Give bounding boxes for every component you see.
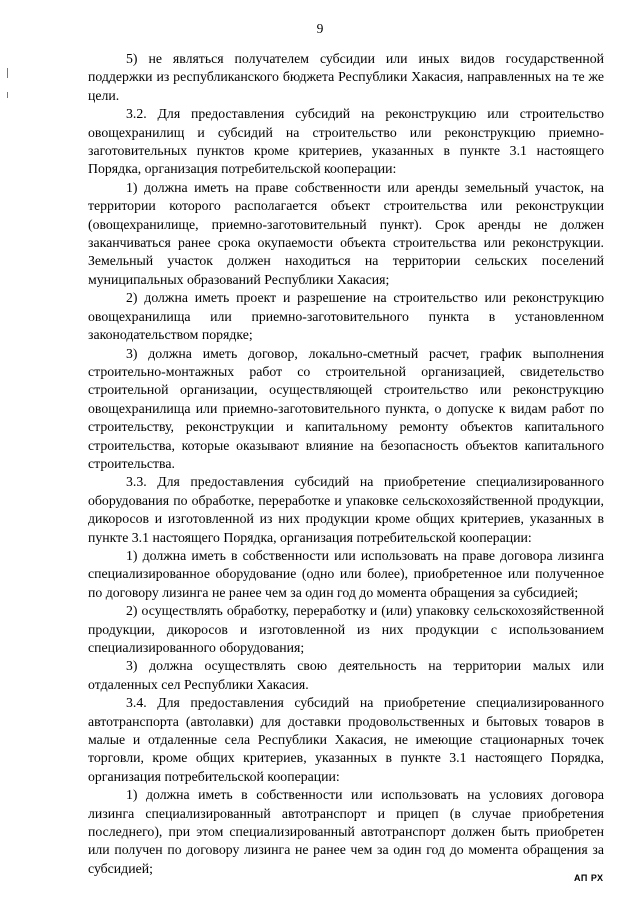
paragraph: 3) должна иметь договор, локально-сметный расчет, график выполнения строительно-монтажных работ со строительной организацией, свидетельство строительной организации, осуществляющей строительство или реконструкцию овощехранилища или приемно-заготовительного пункта, о допуске к видам работ по строительству, реконструкции и капитальному ремонту объектов капитального строительства, которые оказывают влияние на безопасность объектов капитального строительства. <box>88 345 604 471</box>
paragraph: 1) должна иметь в собственности или использовать на условиях договора лизинга специализированный автотранспорт и прицеп (в случае приобретения последнего), при этом специализированный автотранспорт должен быть приобретен или получен по договору лизинга не ранее чем за один год до момента обращения за субсидией; <box>88 787 604 876</box>
scan-margin-mark <box>7 92 8 98</box>
paragraph: 2) осуществлять обработку, переработку и (или) упаковку сельскохозяйственной продукции, дикоросов и изготовленной из них продукции с использованием специализированного оборудования; <box>88 603 604 655</box>
scan-margin-mark <box>7 68 8 78</box>
page-number: 9 <box>316 21 324 36</box>
paragraph: 5) не являться получателем субсидии или иных видов государственной поддержки из республиканского бюджета Республики Хакасия, направленных на те же цели. <box>88 51 604 103</box>
paragraph: 1) должна иметь на праве собственности или аренды земельный участок, на территории которого располагается объект строительства или реконструкции (овощехранилище, приемно-заготовительный пункт). Срок аренды не должен заканчиваться ранее срока окупаемости объекта строительства или реконструкции. Земельный участок должен находиться на территории сельских поселений муниципальных образований Республики Хакасия; <box>88 179 604 287</box>
paragraph: 3.4. Для предоставления субсидий на приобретение специализированного автотранспорта (автолавки) для доставки продовольственных и бытовых товаров в малые и отдаленные села Республики Хакасия, не имеющие стационарных точек торговли, кроме общих критериев, указанных в пункте 3.1 настоящего Порядка, организация потребительской кооперации: <box>88 695 604 784</box>
paragraph: 3.2. Для предоставления субсидий на реконструкцию или строительство овощехранилищ и субсидий на строительство или реконструкцию приемно-заготовительных пунктов кроме критериев, указанных в пункте 3.1 настоящего Порядка, организация потребительской кооперации: <box>88 106 604 177</box>
paragraph: 3) должна осуществлять свою деятельность на территории малых или отдаленных сел Республики Хакасия. <box>88 658 604 692</box>
paragraph: 3.3. Для предоставления субсидий на приобретение специализированного оборудования по обработке, переработке и упаковке сельскохозяйственной продукции, дикоросов и изготовленной из них продукции кроме общих критериев, указанных в пункте 3.1 настоящего Порядка, организация потребительской кооперации: <box>88 474 604 545</box>
paragraph: 1) должна иметь в собственности или использовать на праве договора лизинга специализированное оборудование (одно или более), приобретенное или полученное по договору лизинга не ранее чем за один год до момента обращения за субсидией; <box>88 547 604 600</box>
paragraph: 2) должна иметь проект и разрешение на строительство или реконструкцию овощехранилища или приемно-заготовительного пункта в установленном законодательством порядке; <box>88 290 604 343</box>
footer-stamp: АП РХ <box>574 873 604 883</box>
document-body <box>88 50 604 878</box>
